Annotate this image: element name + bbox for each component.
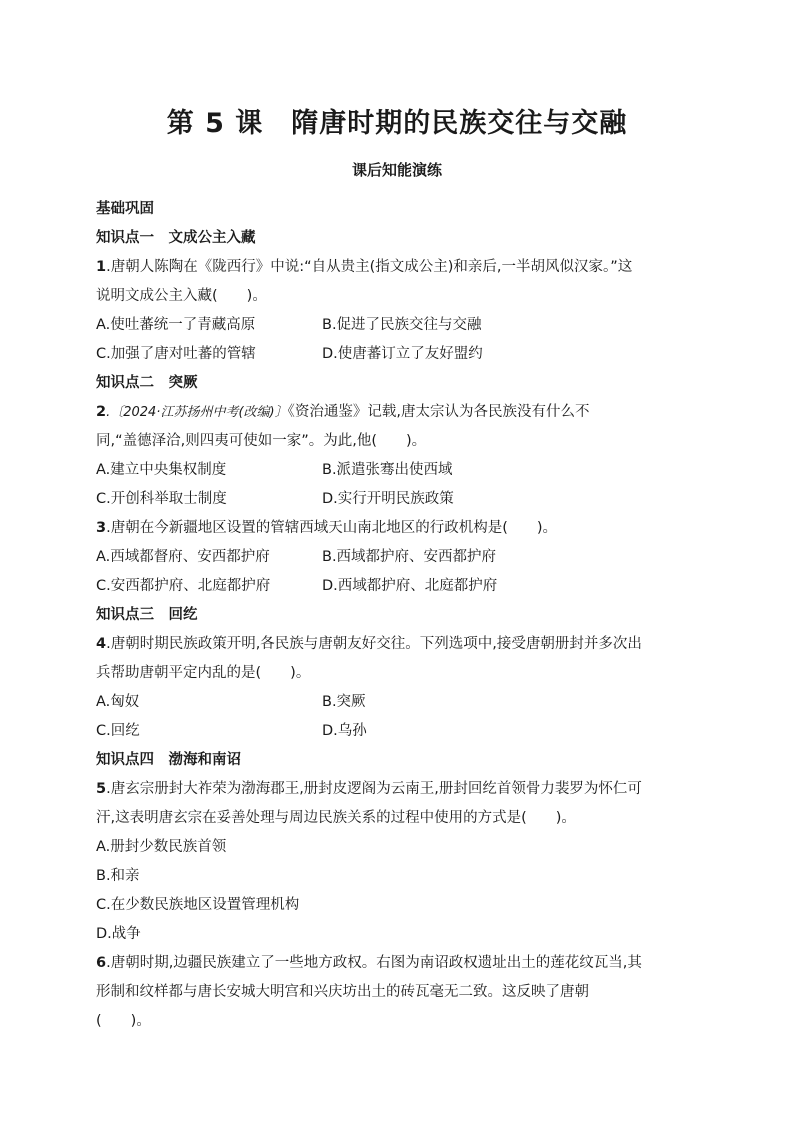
section-heading: 基础巩固: [96, 201, 154, 217]
question-4-number: 4: [96, 636, 107, 652]
question-5-line-2: 汗,这表明唐玄宗在妥善处理与周边民族关系的过程中使用的方式是( )。: [96, 810, 576, 826]
question-4-line-1: [96, 630, 696, 659]
question-1-option-c[interactable]: C.加强了唐对吐蕃的管辖: [96, 346, 256, 362]
question-5-option-d[interactable]: D.战争: [96, 926, 141, 942]
question-1-option-d[interactable]: D.使唐蕃订立了友好盟约: [322, 346, 483, 362]
question-3-option-a[interactable]: A.西域都督府、安西都护府: [96, 549, 270, 565]
question-3-text: .唐朝在今新疆地区设置的管辖西域天山南北地区的行政机构是( )。: [106, 520, 558, 536]
page-subtitle: 课后知能演练: [351, 161, 442, 179]
question-1-number: 1: [96, 259, 107, 275]
question-1-option-b[interactable]: B.促进了民族交往与交融: [322, 317, 482, 333]
question-3-option-b[interactable]: B.西域都护府、安西都护府: [322, 549, 497, 565]
question-2-text: 《资治通鉴》记载,唐太宗认为各民族没有什么不: [287, 404, 590, 420]
question-3-number: 3: [96, 520, 107, 536]
knowledge-point-3: 知识点三 回纥: [96, 607, 198, 623]
question-6-number: 6: [96, 955, 107, 971]
question-2-line-2: 同,“盖德泽洽,则四夷可使如一家”。为此,他( )。: [96, 433, 427, 449]
question-1-options-row-1: [96, 311, 696, 340]
question-3-option-d[interactable]: D.西域都护府、北庭都护府: [322, 578, 498, 594]
question-6-line-2: 形制和纹样都与唐长安城大明宫和兴庆坊出土的砖瓦毫无二致。这反映了唐朝: [96, 984, 589, 1000]
question-4-option-a[interactable]: A.匈奴: [96, 694, 140, 710]
page-title: 第 5 课 隋唐时期的民族交往与交融: [166, 108, 628, 139]
question-5-text: .唐玄宗册封大祚荣为渤海郡王,册封皮逻阁为云南王,册封回纥首领骨力裴罗为怀仁可: [106, 781, 642, 797]
question-2-options-row-1: [96, 456, 696, 485]
question-5-number: 5: [96, 781, 107, 797]
knowledge-point-2: 知识点二 突厥: [96, 375, 198, 391]
question-3-options-row-2: [96, 572, 696, 601]
question-2-option-d[interactable]: D.实行开明民族政策: [322, 491, 454, 507]
question-2-line-1: [96, 398, 696, 427]
question-4-option-b[interactable]: B.突厥: [322, 694, 366, 710]
question-4-line-2: 兵帮助唐朝平定内乱的是( )。: [96, 665, 311, 681]
question-4-options-row-2: [96, 717, 696, 746]
question-2-option-c[interactable]: C.开创科举取士制度: [96, 491, 227, 507]
question-2-option-b[interactable]: B.派遣张骞出使西域: [322, 462, 453, 478]
question-2-source: .〔2024·江苏扬州中考(改编)〕: [106, 405, 288, 420]
question-2-number: 2: [96, 404, 107, 420]
question-1-text: .唐朝人陈陶在《陇西行》中说:“自从贵主(指文成公主)和亲后,一半胡风似汉家。”这: [106, 259, 633, 275]
question-4-options-row-1: [96, 688, 696, 717]
question-4-text: .唐朝时期民族政策开明,各民族与唐朝友好交往。下列选项中,接受唐朝册封并多次出: [106, 636, 642, 652]
question-5-option-c[interactable]: C.在少数民族地区设置管理机构: [96, 897, 300, 913]
question-1-line-2: 说明文成公主入藏( )。: [96, 288, 267, 304]
question-1-line-1: [96, 253, 696, 282]
question-6-line-3: ( )。: [96, 1013, 151, 1029]
question-6-text: .唐朝时期,边疆民族建立了一些地方政权。右图为南诏政权遗址出土的莲花纹瓦当,其: [106, 955, 642, 971]
knowledge-point-1: 知识点一 文成公主入藏: [96, 230, 256, 246]
question-4-option-c[interactable]: C.回纥: [96, 723, 140, 739]
question-1-option-a[interactable]: A.使吐蕃统一了青藏高原: [96, 317, 256, 333]
question-5-line-1: [96, 775, 696, 804]
question-3-line-1: [96, 514, 696, 543]
question-1-options-row-2: [96, 340, 696, 369]
question-6-line-1: [96, 949, 696, 978]
question-2-options-row-2: [96, 485, 696, 514]
question-5-option-b[interactable]: B.和亲: [96, 868, 140, 884]
question-4-option-d[interactable]: D.乌孙: [322, 723, 367, 739]
question-2-option-a[interactable]: A.建立中央集权制度: [96, 462, 227, 478]
exercise-content: [96, 195, 696, 1036]
knowledge-point-4: 知识点四 渤海和南诏: [96, 752, 241, 768]
question-3-option-c[interactable]: C.安西都护府、北庭都护府: [96, 578, 271, 594]
question-3-options-row-1: [96, 543, 696, 572]
question-5-option-a[interactable]: A.册封少数民族首领: [96, 839, 227, 855]
